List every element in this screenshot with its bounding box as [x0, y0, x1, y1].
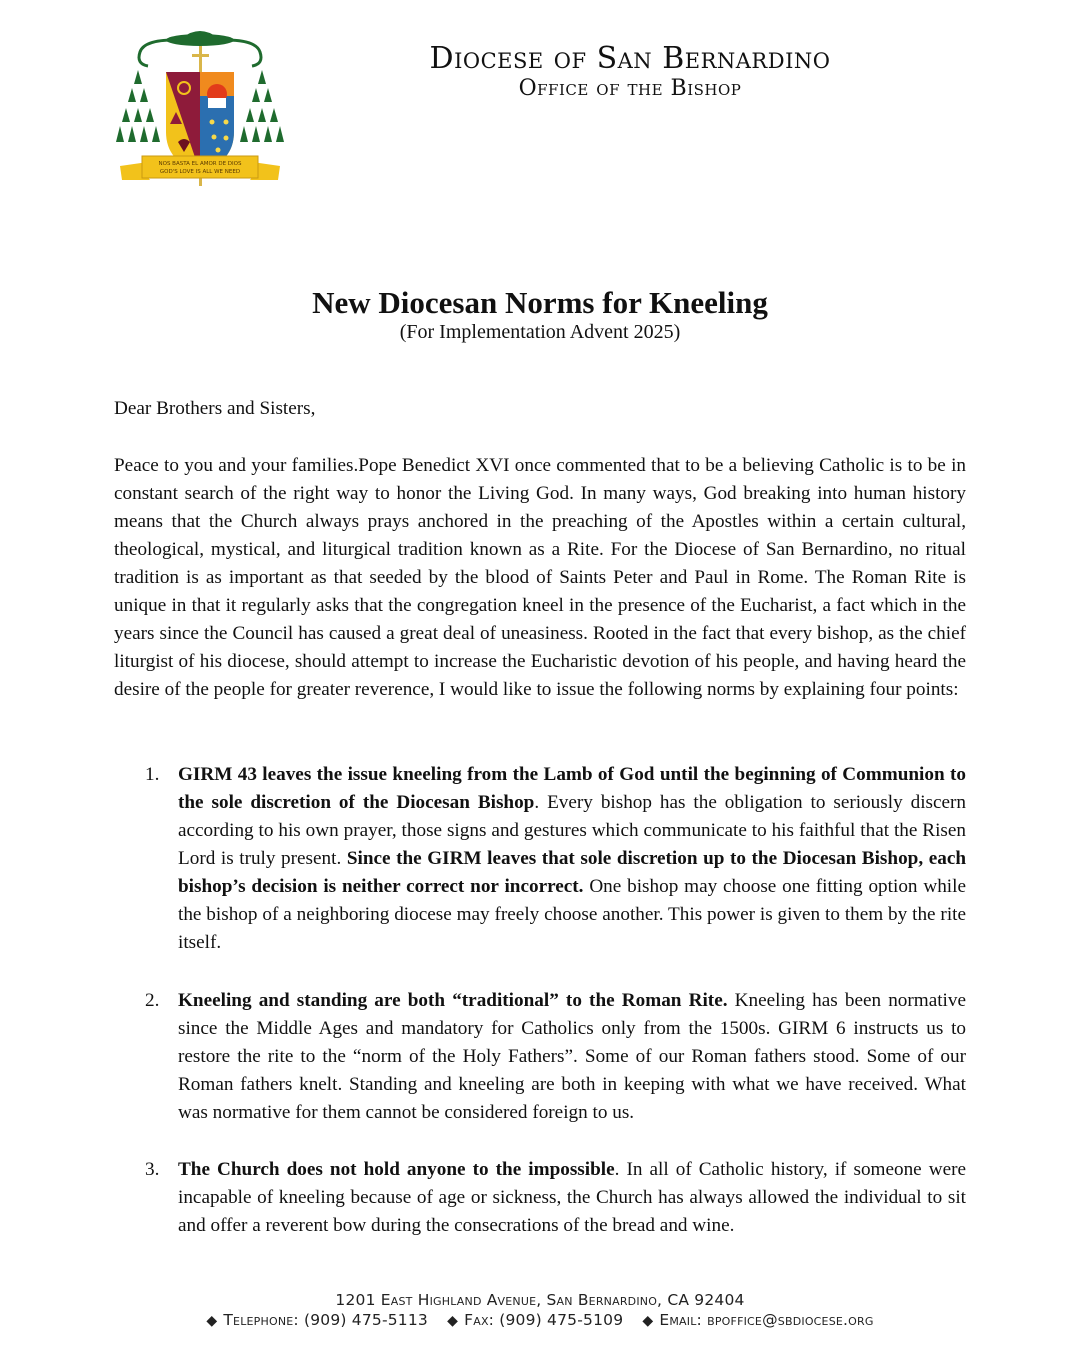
footer-email[interactable]: Email: bpoffice@sbdiocese.org — [659, 1311, 874, 1329]
item-body-text: . Every bishop has the obligation to seriously discern according to his own prayer, those signs and gestures which communicate to his faithful that the Risen Lord is truly present. — [178, 792, 967, 869]
footer-fax: Fax: (909) 475-5109 — [464, 1311, 624, 1329]
diamond-bullet-icon: ◆ — [206, 1313, 218, 1329]
office-name: Office of the Bishop — [518, 76, 742, 101]
coat-of-arms-logo — [114, 22, 286, 194]
footer-address: 1201 East Highland Avenue, San Bernardino, CA 92404 — [335, 1291, 745, 1309]
item-body-text: . In all of Catholic history, if someone were incapable of kneeling because of age or sickness, the Church has always allowed the individual to sit and offer a reverent bow during the consecrations of the bread and wine. — [178, 1159, 966, 1236]
footer-telephone: Telephone: (909) 475-5113 — [223, 1311, 428, 1329]
footer — [0, 1290, 1080, 1331]
item-text — [178, 761, 966, 957]
letterhead — [330, 42, 930, 102]
item-text — [178, 1156, 966, 1240]
item-text — [178, 987, 966, 1127]
document-subtitle: (For Implementation Advent 2025) — [399, 321, 681, 343]
motto-line-2: GOD'S LOVE IS ALL WE NEED — [159, 169, 241, 175]
item-number: 3. — [145, 1159, 160, 1180]
item-body-text: Kneeling has been normative since the Middle Ages and mandatory for Catholics only from the 1500s. GIRM 6 instructs us to restore the rite to the “norm of the Holy Fathers”. Some of our Roman fathers stood. Some of our Roman fathers knelt. Standing and kneeling are both in keeping with what we have received. What was normative for them cannot be considered foreign to us. — [178, 990, 967, 1123]
item-number: 1. — [145, 764, 160, 785]
item-bold-text: Since the GIRM leaves that sole discretion up to the Diocesan Bishop, each bishop’s decision is neither correct nor incorrect. — [178, 848, 967, 897]
salutation: Dear Brothers and Sisters, — [114, 398, 316, 419]
diamond-bullet-icon: ◆ — [642, 1313, 654, 1329]
list-item — [114, 987, 966, 1127]
item-bold-text: Kneeling and standing are both “traditional” to the Roman Rite. — [178, 990, 728, 1011]
diamond-bullet-icon: ◆ — [447, 1313, 459, 1329]
item-bold-text: The Church does not hold anyone to the impossible — [178, 1159, 615, 1180]
item-number: 2. — [145, 990, 160, 1011]
list-item — [114, 761, 966, 957]
motto-line-1: NOS BASTA EL AMOR DE DIOS — [158, 161, 242, 167]
diocese-name: Diocese of San Bernardino — [429, 41, 831, 76]
intro-paragraph: Peace to you and your families.Pope Benedict XVI once commented that to be a believing Catholic is to be in constant search of the right way to honor the Living God. In many ways, God breaking into human history means that the Church always prays anchored in the preaching of the Apostles within a certain cultural, theological, mystical, and liturgical tradition known as a Rite. For the Diocese of San Bernardino, no ritual tradition is as important as that seeded by the blood of Saints Peter and Paul in Rome. The Roman Rite is unique in that it regularly asks that the congregation kneel in the presence of the Eucharist, a fact which in the years since the Council has caused a great deal of uneasiness. Rooted in the fact that every bishop, as the chief liturgist of his diocese, should attempt to increase the Eucharistic devotion of his people, and having heard the desire of the people for greater reverence, I would like to issue the following norms by explaining four points: — [114, 455, 966, 700]
footer-contacts — [0, 1310, 1080, 1331]
coat-of-arms-icon — [114, 22, 286, 194]
item-bold-text: GIRM 43 leaves the issue kneeling from the Lamb of God until the beginning of Communion to the sole discretion of the Diocesan Bishop — [178, 764, 966, 813]
document-title: New Diocesan Norms for Kneeling — [312, 285, 768, 320]
list-item — [114, 1156, 966, 1240]
item-body-text: One bishop may choose one fitting option while the bishop of a neighboring diocese may freely choose another. This power is given to them by the rite itself. — [178, 876, 966, 953]
